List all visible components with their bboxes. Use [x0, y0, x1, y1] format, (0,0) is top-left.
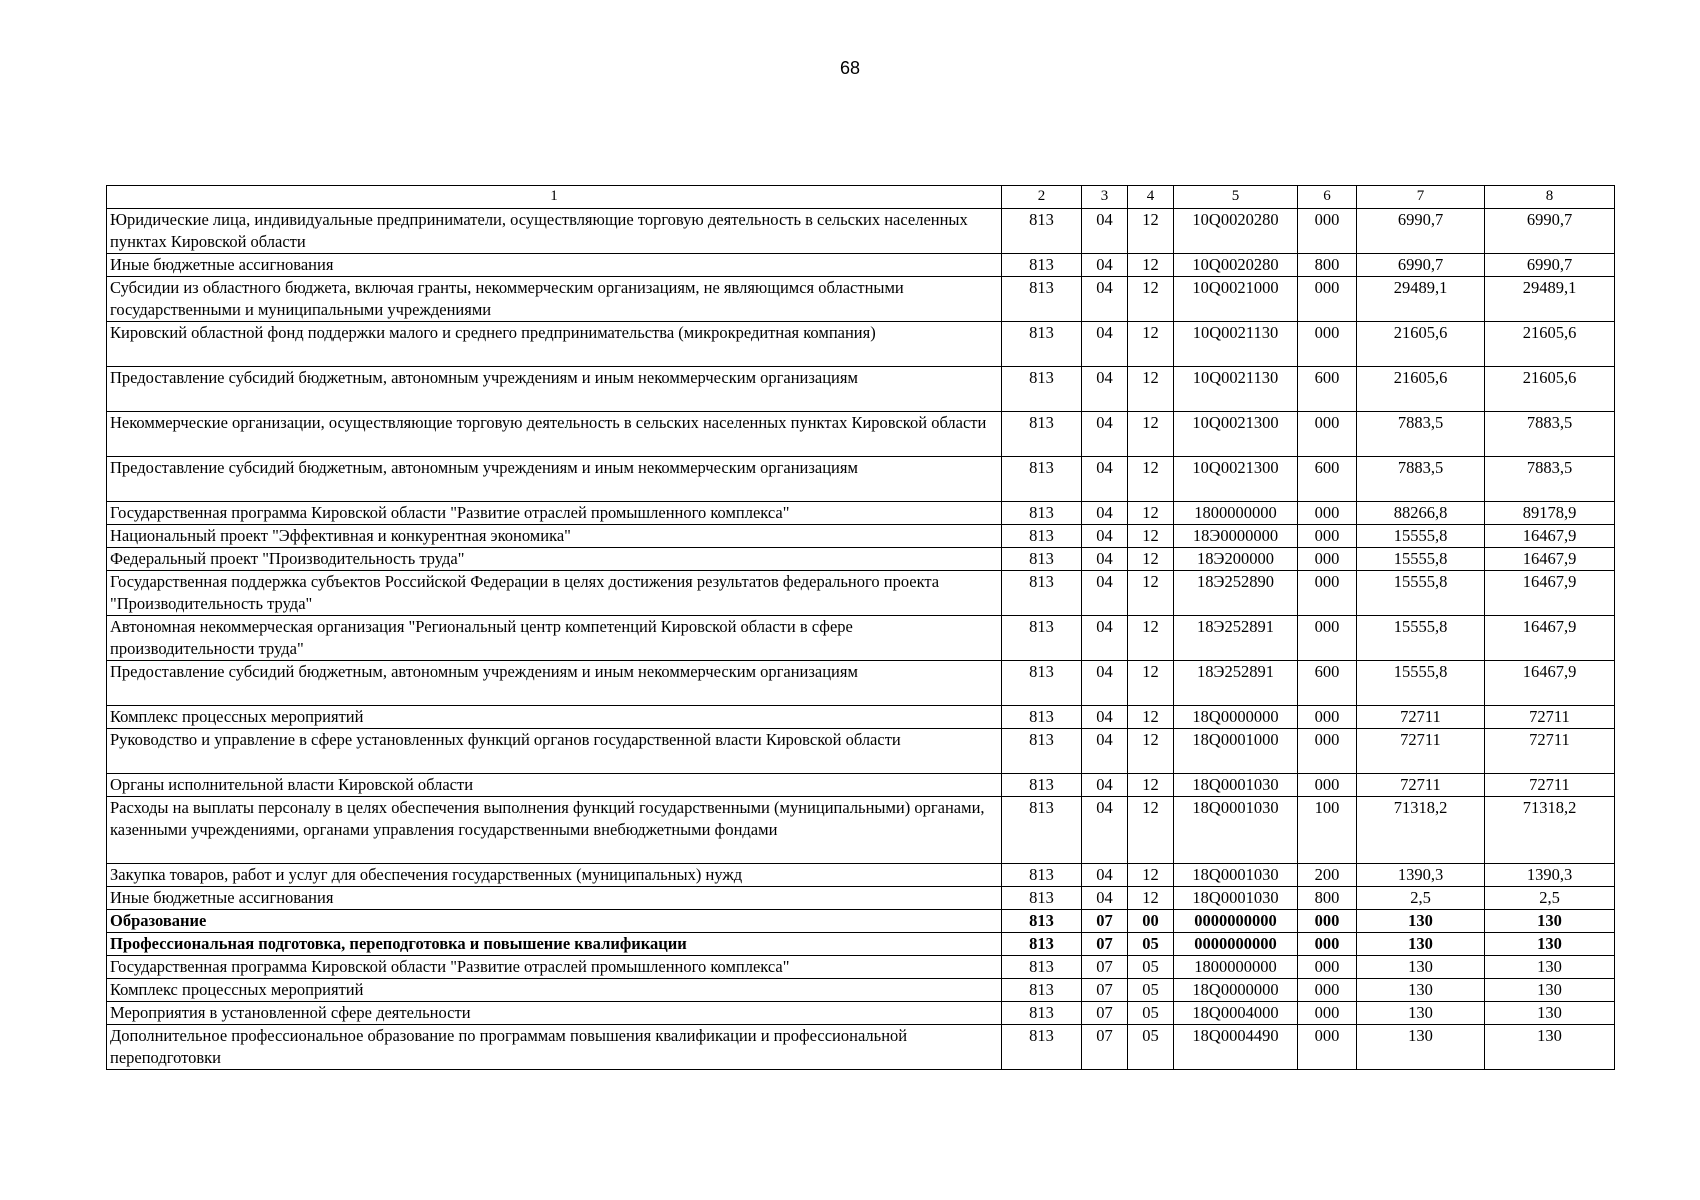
cell-col-8: 21605,6: [1485, 322, 1615, 367]
cell-col-5: 10Q0021300: [1174, 412, 1298, 457]
cell-col-8: 72711: [1485, 774, 1615, 797]
cell-col-5: 18Q0004000: [1174, 1002, 1298, 1025]
row-name: Предоставление субсидий бюджетным, автономным учреждениям и иным некоммерческим организациям: [107, 367, 1002, 412]
cell-col-5: 0000000000: [1174, 910, 1298, 933]
cell-col-5: 10Q0021130: [1174, 367, 1298, 412]
cell-col-7: 88266,8: [1357, 502, 1485, 525]
table-row: [107, 1002, 1615, 1025]
row-name: Автономная некоммерческая организация "Региональный центр компетенций Кировской области в сфере производительности труда": [107, 616, 1002, 661]
table-row: [107, 706, 1615, 729]
cell-col-2: 813: [1002, 1002, 1082, 1025]
cell-col-4: 12: [1128, 571, 1174, 616]
cell-col-8: 130: [1485, 979, 1615, 1002]
cell-col-4: 12: [1128, 457, 1174, 502]
cell-col-6: 000: [1298, 616, 1357, 661]
cell-col-4: 12: [1128, 322, 1174, 367]
row-name: Образование: [107, 910, 1002, 933]
table-row: [107, 1025, 1615, 1070]
row-name: Федеральный проект "Производительность труда": [107, 548, 1002, 571]
cell-col-2: 813: [1002, 209, 1082, 254]
row-name: Иные бюджетные ассигнования: [107, 887, 1002, 910]
cell-col-8: 16467,9: [1485, 661, 1615, 706]
cell-col-2: 813: [1002, 412, 1082, 457]
cell-col-5: 10Q0020280: [1174, 254, 1298, 277]
cell-col-7: 130: [1357, 1025, 1485, 1070]
column-header-4: 4: [1128, 186, 1174, 209]
cell-col-3: 04: [1082, 322, 1128, 367]
cell-col-8: 72711: [1485, 706, 1615, 729]
row-name: Мероприятия в установленной сфере деятельности: [107, 1002, 1002, 1025]
cell-col-3: 07: [1082, 933, 1128, 956]
column-header-3: 3: [1082, 186, 1128, 209]
cell-col-7: 15555,8: [1357, 661, 1485, 706]
table-row: [107, 209, 1615, 254]
cell-col-5: 18Q0000000: [1174, 979, 1298, 1002]
row-name: Предоставление субсидий бюджетным, автономным учреждениям и иным некоммерческим организациям: [107, 457, 1002, 502]
cell-col-4: 12: [1128, 412, 1174, 457]
cell-col-4: 12: [1128, 367, 1174, 412]
cell-col-8: 29489,1: [1485, 277, 1615, 322]
table-body: [107, 209, 1615, 1070]
cell-col-5: 10Q0021300: [1174, 457, 1298, 502]
cell-col-6: 000: [1298, 933, 1357, 956]
cell-col-6: 000: [1298, 209, 1357, 254]
cell-col-4: 12: [1128, 706, 1174, 729]
cell-col-3: 04: [1082, 525, 1128, 548]
row-name: Комплекс процессных мероприятий: [107, 706, 1002, 729]
cell-col-7: 6990,7: [1357, 254, 1485, 277]
cell-col-3: 04: [1082, 864, 1128, 887]
cell-col-4: 12: [1128, 774, 1174, 797]
cell-col-6: 000: [1298, 571, 1357, 616]
cell-col-2: 813: [1002, 254, 1082, 277]
cell-col-7: 15555,8: [1357, 571, 1485, 616]
cell-col-6: 100: [1298, 797, 1357, 864]
cell-col-4: 12: [1128, 254, 1174, 277]
cell-col-5: 10Q0021000: [1174, 277, 1298, 322]
cell-col-8: 16467,9: [1485, 571, 1615, 616]
row-name: Государственная программа Кировской области "Развитие отраслей промышленного комплекса": [107, 502, 1002, 525]
cell-col-7: 21605,6: [1357, 322, 1485, 367]
cell-col-4: 12: [1128, 502, 1174, 525]
cell-col-2: 813: [1002, 706, 1082, 729]
column-header-2: 2: [1002, 186, 1082, 209]
row-name: Органы исполнительной власти Кировской области: [107, 774, 1002, 797]
cell-col-4: 05: [1128, 933, 1174, 956]
cell-col-8: 6990,7: [1485, 254, 1615, 277]
cell-col-5: 18Q0001030: [1174, 864, 1298, 887]
cell-col-2: 813: [1002, 367, 1082, 412]
cell-col-6: 000: [1298, 1002, 1357, 1025]
cell-col-6: 000: [1298, 979, 1357, 1002]
cell-col-8: 2,5: [1485, 887, 1615, 910]
cell-col-6: 600: [1298, 457, 1357, 502]
table-row: [107, 979, 1615, 1002]
cell-col-3: 04: [1082, 209, 1128, 254]
row-name: Государственная программа Кировской области "Развитие отраслей промышленного комплекса": [107, 956, 1002, 979]
cell-col-7: 130: [1357, 979, 1485, 1002]
cell-col-3: 04: [1082, 502, 1128, 525]
cell-col-7: 71318,2: [1357, 797, 1485, 864]
cell-col-2: 813: [1002, 956, 1082, 979]
cell-col-5: 18Q0000000: [1174, 706, 1298, 729]
cell-col-6: 800: [1298, 887, 1357, 910]
cell-col-4: 12: [1128, 209, 1174, 254]
cell-col-6: 000: [1298, 1025, 1357, 1070]
cell-col-7: 2,5: [1357, 887, 1485, 910]
cell-col-5: 18Э200000: [1174, 548, 1298, 571]
cell-col-6: 000: [1298, 706, 1357, 729]
table-row: [107, 933, 1615, 956]
cell-col-4: 00: [1128, 910, 1174, 933]
cell-col-8: 72711: [1485, 729, 1615, 774]
cell-col-4: 12: [1128, 548, 1174, 571]
cell-col-4: 12: [1128, 525, 1174, 548]
row-name: Юридические лица, индивидуальные предприниматели, осуществляющие торговую деятельность в сельских населенных пунктах Кировской области: [107, 209, 1002, 254]
cell-col-3: 04: [1082, 774, 1128, 797]
cell-col-6: 000: [1298, 322, 1357, 367]
cell-col-5: 18Q0001030: [1174, 774, 1298, 797]
cell-col-2: 813: [1002, 933, 1082, 956]
row-name: Дополнительное профессиональное образование по программам повышения квалификации и профессиональной переподготовки: [107, 1025, 1002, 1070]
cell-col-8: 16467,9: [1485, 525, 1615, 548]
row-name: Профессиональная подготовка, переподготовка и повышение квалификации: [107, 933, 1002, 956]
column-header-7: 7: [1357, 186, 1485, 209]
cell-col-7: 130: [1357, 1002, 1485, 1025]
cell-col-8: 16467,9: [1485, 548, 1615, 571]
cell-col-3: 07: [1082, 910, 1128, 933]
cell-col-6: 000: [1298, 525, 1357, 548]
cell-col-5: 18Э252891: [1174, 661, 1298, 706]
table-row: [107, 571, 1615, 616]
cell-col-5: 0000000000: [1174, 933, 1298, 956]
cell-col-2: 813: [1002, 457, 1082, 502]
cell-col-5: 18Q0004490: [1174, 1025, 1298, 1070]
cell-col-8: 130: [1485, 933, 1615, 956]
cell-col-3: 04: [1082, 254, 1128, 277]
cell-col-4: 12: [1128, 887, 1174, 910]
cell-col-5: 10Q0021130: [1174, 322, 1298, 367]
cell-col-4: 12: [1128, 729, 1174, 774]
cell-col-7: 15555,8: [1357, 525, 1485, 548]
cell-col-3: 07: [1082, 1025, 1128, 1070]
row-name: Национальный проект "Эффективная и конкурентная экономика": [107, 525, 1002, 548]
cell-col-3: 04: [1082, 367, 1128, 412]
cell-col-7: 6990,7: [1357, 209, 1485, 254]
cell-col-6: 000: [1298, 956, 1357, 979]
cell-col-7: 72711: [1357, 729, 1485, 774]
cell-col-2: 813: [1002, 525, 1082, 548]
cell-col-7: 1390,3: [1357, 864, 1485, 887]
row-name: Государственная поддержка субъектов Российской Федерации в целях достижения результатов федерального проекта "Производительность труда": [107, 571, 1002, 616]
column-header-1: 1: [107, 186, 1002, 209]
cell-col-2: 813: [1002, 887, 1082, 910]
cell-col-3: 04: [1082, 457, 1128, 502]
cell-col-8: 7883,5: [1485, 457, 1615, 502]
row-name: Некоммерческие организации, осуществляющие торговую деятельность в сельских населенных пунктах Кировской области: [107, 412, 1002, 457]
cell-col-7: 72711: [1357, 774, 1485, 797]
cell-col-3: 07: [1082, 1002, 1128, 1025]
cell-col-8: 130: [1485, 1025, 1615, 1070]
table-row: [107, 277, 1615, 322]
cell-col-5: 18Э252890: [1174, 571, 1298, 616]
cell-col-6: 800: [1298, 254, 1357, 277]
cell-col-2: 813: [1002, 729, 1082, 774]
cell-col-3: 04: [1082, 661, 1128, 706]
cell-col-8: 130: [1485, 910, 1615, 933]
cell-col-3: 04: [1082, 887, 1128, 910]
cell-col-3: 04: [1082, 277, 1128, 322]
cell-col-8: 7883,5: [1485, 412, 1615, 457]
table-row: [107, 254, 1615, 277]
cell-col-6: 600: [1298, 661, 1357, 706]
cell-col-8: 89178,9: [1485, 502, 1615, 525]
cell-col-3: 04: [1082, 548, 1128, 571]
cell-col-7: 130: [1357, 910, 1485, 933]
cell-col-7: 15555,8: [1357, 548, 1485, 571]
cell-col-2: 813: [1002, 322, 1082, 367]
table-row: [107, 910, 1615, 933]
cell-col-4: 12: [1128, 797, 1174, 864]
cell-col-2: 813: [1002, 616, 1082, 661]
cell-col-3: 04: [1082, 797, 1128, 864]
cell-col-2: 813: [1002, 864, 1082, 887]
cell-col-7: 29489,1: [1357, 277, 1485, 322]
cell-col-4: 05: [1128, 1025, 1174, 1070]
table-row: [107, 412, 1615, 457]
table-row: [107, 956, 1615, 979]
cell-col-6: 000: [1298, 277, 1357, 322]
table-row: [107, 887, 1615, 910]
table-row: [107, 797, 1615, 864]
table-row: [107, 864, 1615, 887]
cell-col-8: 21605,6: [1485, 367, 1615, 412]
row-name: Иные бюджетные ассигнования: [107, 254, 1002, 277]
cell-col-8: 16467,9: [1485, 616, 1615, 661]
row-name: Кировский областной фонд поддержки малого и среднего предпринимательства (микрокредитная компания): [107, 322, 1002, 367]
cell-col-8: 1390,3: [1485, 864, 1615, 887]
row-name: Руководство и управление в сфере установленных функций органов государственной власти Кировской области: [107, 729, 1002, 774]
header-row: [107, 186, 1615, 209]
cell-col-4: 05: [1128, 979, 1174, 1002]
cell-col-2: 813: [1002, 571, 1082, 616]
cell-col-7: 15555,8: [1357, 616, 1485, 661]
cell-col-6: 200: [1298, 864, 1357, 887]
cell-col-2: 813: [1002, 661, 1082, 706]
row-name: Комплекс процессных мероприятий: [107, 979, 1002, 1002]
table-row: [107, 457, 1615, 502]
cell-col-5: 1800000000: [1174, 956, 1298, 979]
cell-col-4: 12: [1128, 277, 1174, 322]
cell-col-7: 7883,5: [1357, 457, 1485, 502]
table-row: [107, 322, 1615, 367]
cell-col-6: 000: [1298, 548, 1357, 571]
cell-col-2: 813: [1002, 774, 1082, 797]
cell-col-6: 000: [1298, 502, 1357, 525]
cell-col-5: 18Q0001000: [1174, 729, 1298, 774]
cell-col-7: 72711: [1357, 706, 1485, 729]
cell-col-3: 04: [1082, 571, 1128, 616]
cell-col-5: 18Q0001030: [1174, 887, 1298, 910]
table-row: [107, 502, 1615, 525]
cell-col-3: 04: [1082, 412, 1128, 457]
cell-col-4: 12: [1128, 616, 1174, 661]
row-name: Предоставление субсидий бюджетным, автономным учреждениям и иным некоммерческим организациям: [107, 661, 1002, 706]
cell-col-4: 12: [1128, 864, 1174, 887]
cell-col-2: 813: [1002, 277, 1082, 322]
cell-col-4: 05: [1128, 1002, 1174, 1025]
table-row: [107, 525, 1615, 548]
cell-col-2: 813: [1002, 502, 1082, 525]
cell-col-4: 12: [1128, 661, 1174, 706]
table-row: [107, 774, 1615, 797]
cell-col-8: 71318,2: [1485, 797, 1615, 864]
cell-col-4: 05: [1128, 956, 1174, 979]
column-header-8: 8: [1485, 186, 1615, 209]
cell-col-2: 813: [1002, 548, 1082, 571]
cell-col-7: 7883,5: [1357, 412, 1485, 457]
cell-col-8: 130: [1485, 1002, 1615, 1025]
cell-col-3: 04: [1082, 729, 1128, 774]
cell-col-3: 04: [1082, 706, 1128, 729]
cell-col-2: 813: [1002, 797, 1082, 864]
column-header-6: 6: [1298, 186, 1357, 209]
cell-col-5: 1800000000: [1174, 502, 1298, 525]
cell-col-6: 000: [1298, 729, 1357, 774]
budget-table: [106, 185, 1615, 1070]
column-header-5: 5: [1174, 186, 1298, 209]
cell-col-7: 130: [1357, 956, 1485, 979]
row-name: Закупка товаров, работ и услуг для обеспечения государственных (муниципальных) нужд: [107, 864, 1002, 887]
cell-col-6: 000: [1298, 910, 1357, 933]
cell-col-8: 130: [1485, 956, 1615, 979]
table-row: [107, 616, 1615, 661]
table-row: [107, 548, 1615, 571]
table-row: [107, 661, 1615, 706]
cell-col-7: 21605,6: [1357, 367, 1485, 412]
cell-col-6: 000: [1298, 412, 1357, 457]
cell-col-3: 07: [1082, 979, 1128, 1002]
cell-col-7: 130: [1357, 933, 1485, 956]
cell-col-2: 813: [1002, 1025, 1082, 1070]
cell-col-3: 07: [1082, 956, 1128, 979]
cell-col-3: 04: [1082, 616, 1128, 661]
row-name: Субсидии из областного бюджета, включая гранты, некоммерческим организациям, не являющимся областными государственными и муниципальными учреждениями: [107, 277, 1002, 322]
table-row: [107, 729, 1615, 774]
cell-col-2: 813: [1002, 979, 1082, 1002]
cell-col-5: 18Э252891: [1174, 616, 1298, 661]
cell-col-2: 813: [1002, 910, 1082, 933]
cell-col-5: 18Э0000000: [1174, 525, 1298, 548]
row-name: Расходы на выплаты персоналу в целях обеспечения выполнения функций государственными (муниципальными) органами, казенными учреждениями, органами управления государственными внебюджетными фондами: [107, 797, 1002, 864]
cell-col-6: 600: [1298, 367, 1357, 412]
cell-col-5: 10Q0020280: [1174, 209, 1298, 254]
page-number: 68: [839, 58, 861, 78]
cell-col-5: 18Q0001030: [1174, 797, 1298, 864]
table-row: [107, 367, 1615, 412]
cell-col-8: 6990,7: [1485, 209, 1615, 254]
cell-col-6: 000: [1298, 774, 1357, 797]
